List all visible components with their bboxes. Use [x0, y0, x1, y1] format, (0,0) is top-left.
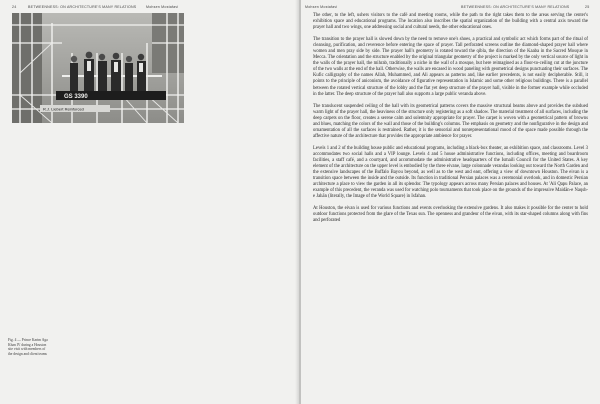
left-page-number: 24 [12, 5, 17, 9]
figure-caption: Fig. 4 — Prince Karim Aga Khan IV during a Houston site visit with members of the design and client teams [8, 338, 48, 356]
left-author: Mohsen Mostafavi [146, 5, 179, 9]
paragraph: At Houston, the eivan is used for various functions and events overlooking the extensive gardens. It also makes it possible for the center to hold outdoor functions protected from the glare of the Texas sun. The openness and grandeur of the eivan, with its star-shaped columns along with fins and perforated [313, 206, 588, 224]
right-running-title: BETWEENNESS: ON ARCHITECTURE'S MANY RELATIONS [461, 5, 570, 9]
body-text [313, 13, 588, 230]
left-running-title: BETWEENNESS: ON ARCHITECTURE'S MANY RELATIONS [28, 5, 137, 9]
right-author: Mohsen Mostafavi [305, 5, 338, 9]
paragraph: The other, to the left, ushers visitors to the café and meeting rooms, while the path to the right takes them to the areas serving the center's exhibition space and educational programs. The location also inscribes the spatial organization of the building with a central axis toward the prayer hall and two wings, one addressing social and cultural needs, the other educational ones. [313, 13, 588, 31]
right-page [301, 0, 600, 404]
historic-photo [12, 13, 184, 123]
paragraph: Levels 1 and 2 of the building house public and educational programs, including a black-box theater, an exhibition space, and classrooms. Level 3 accommodates two social halls and a VIP lounge. Levels 4 and 5 house administrative functions, including offices, meeting and boardroom facilities, a staff café, and a courtyard, and accommodate the administrative headquarters of the Ismaili Council for the United States. A key element of the architecture on the upper level is embodied by the three eivane, large colonnade verandas looking out toward the North Garden and the extensive landscapes of the Buffalo Bayou beyond, as well as to the west and east, offering a view of downtown Houston. The eivan is a transition space between the inside and the outside. Its function in traditional Persian palaces was a ceremonial overlook, and in domestic Persian architecture a place to view the garden in all its splendor. The typology appears across many Persian palaces and houses. At 'Ali Qapu Palace, an example of this precedent, the veranda was used for watching polo tournaments that took place on the grounds of the impressive Maidān-e Naqsh-e Jahān (literally, the Image of the World Square) in Isfahan. [313, 145, 588, 200]
scaffold-photo-illustration [12, 13, 184, 123]
photo-sign-text: GS 3390 [64, 94, 88, 100]
left-page [0, 0, 299, 404]
paragraph: The transition to the prayer hall is slowed down by the need to remove one's shoes, a practical and symbolic act which forms part of the ritual of cleansing, purification, and reverence before entering the space of prayer. Tall perforated screens outline the diamond-shaped prayer hall where women and men pray side by side. The prayer hall's geometry is rotated toward the qibla, the direction of the Kaaba in the Sacred Mosque in Mecca. The orientation and the structure enabled by the original triangular geometry of the project is marked by the only vertical source of light in the walls of the prayer hall, the mihrab, traditionally a niche in the wall of a mosque, but here reimagined as a floor-to-ceiling cut at the juncture of the two walls at the end of the hall. Otherwise, the walls are encased in wood paneling with geometrical designs punctuating their surfaces. The Kufic calligraphy of the names Allah, Muhammed, and Ali appears as patterns and, like earlier precedents, is not easily decipherable. Still, it points to the principle of aniconism, the avoidance of figurative representation in Islamic and some other religious buildings. There is a parallel between the rotated vertical structure of the lobby and the flat yet deep structure of the prayer hall, visible in the former example while occluded in the latter. The deep structure of the prayer hall also supports a large public veranda above. [313, 37, 588, 97]
photo-sign-text-2: R.J. Liebert Reinforced [43, 106, 84, 112]
paragraph: The translucent suspended ceiling of the hall with its geometrical patterns covers the massive structural beams above and provides the subdued warm light of the prayer hall, the heaviness of the structure only registering as a soft shadow. The material treatment of all surfaces, including the deep carpets on the floor, creates a serene calm and solemnity appropriate for prayer. The carpet is woven with a geometrical pattern of browns and blues, matching the colors of the wall and those of the building's columns. The emphasis on geometry and the nonfigurative in the design and ornamentation of all the surfaces is restrained. Rather, it is the sensorial and nonrepresentational mood of the space made possible through the affective nature of the architecture that provides the appropriate ambience for prayer. [313, 103, 588, 139]
right-page-number: 25 [585, 5, 590, 9]
